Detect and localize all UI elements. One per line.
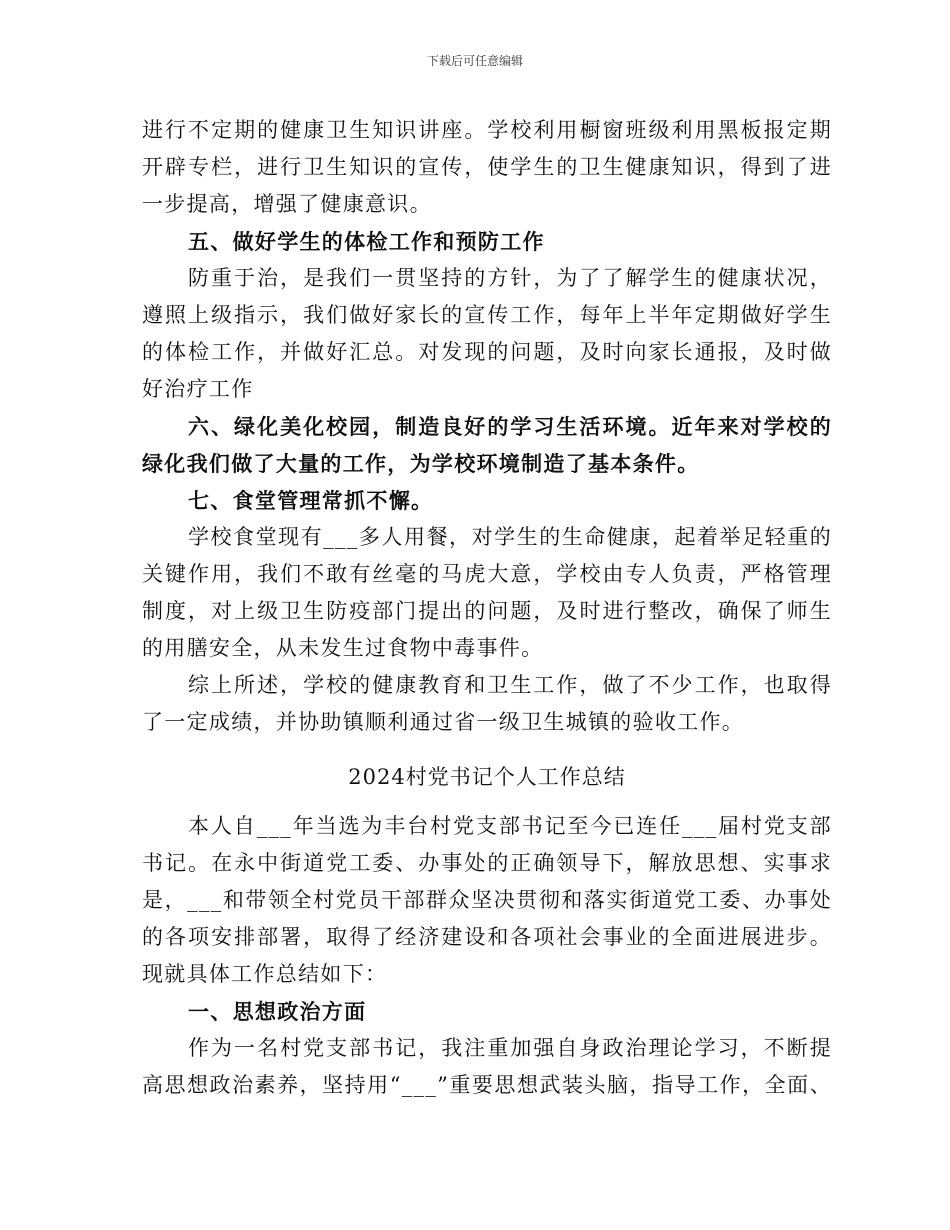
paragraph-line: 作为一名村党支部书记，我注重加强自身政治理论学习，不断提 [188,1036,832,1060]
paragraph-line: 书记。在永中街道党工委、办事处的正确领导下，解放思想、实事求 [142,851,832,875]
paragraph-line: 的各项安排部署，取得了经济建设和各项社会事业的全面进展进步。 [142,925,832,949]
paragraph-line: 一步提高，增强了健康意识。 [142,192,432,216]
paragraph-line: 了一定成绩，并协助镇顺利通过省一级卫生城镇的验收工作。 [142,710,745,734]
section-heading-6: 六、绿化美化校园，制造良好的学习生活环境。近年来对学校的 [188,414,832,439]
paragraph-line: 本人自___年当选为丰台村党支部书记至今已连任___届村党支部 [188,814,832,838]
section-heading-1: 一、思想政治方面 [188,999,367,1024]
section-heading-7: 七、食堂管理常抓不懈。 [188,488,434,513]
paragraph-line: 关键作用，我们不敢有丝毫的马虎大意，学校由专人负责，严格管理 [142,562,832,586]
paragraph-line: 的体检工作，并做好汇总。对发现的问题，及时向家长通报，及时做 [142,340,832,364]
paragraph-line: 现就具体工作总结如下： [142,962,388,986]
paragraph-line: 开辟专栏，进行卫生知识的宣传，使学生的卫生健康知识，得到了进 [142,155,832,179]
paragraph-line: 进行不定期的健康卫生知识讲座。学校利用橱窗班级利用黑板报定期 [142,118,832,142]
paragraph-line: 高思想政治素养，坚持用“___”重要思想武装头脑，指导工作，全面、 [142,1073,832,1097]
section-heading-6-cont: 绿化我们做了大量的工作，为学校环境制造了基本条件。 [142,451,700,476]
paragraph-line: 制度，对上级卫生防疫部门提出的问题，及时进行整改，确保了师生 [142,599,832,623]
page-header-note: 下载后可任意编辑 [426,54,523,68]
section-heading-5: 五、做好学生的体检工作和预防工作 [188,229,545,254]
paragraph-line: 好治疗工作 [142,377,254,401]
paragraph-line: 学校食堂现有___多人用餐，对学生的生命健康，起着举足轻重的 [188,525,832,549]
paragraph-line: 遵照上级指示，我们做好家长的宣传工作，每年上半年定期做好学生 [142,303,832,327]
paragraph-line: 的用膳安全，从未发生过食物中毒事件。 [142,636,544,660]
paragraph-line: 综上所述，学校的健康教育和卫生工作，做了不少工作，也取得 [188,673,832,697]
document-body [142,112,832,1104]
paragraph-line: 是，___和带领全村党员干部群众坚决贯彻和落实街道党工委、办事处 [142,888,832,912]
paragraph-line: 防重于治，是我们一贯坚持的方针，为了了解学生的健康状况， [188,266,832,290]
document-title: 2024村党书记个人工作总结 [348,765,626,789]
